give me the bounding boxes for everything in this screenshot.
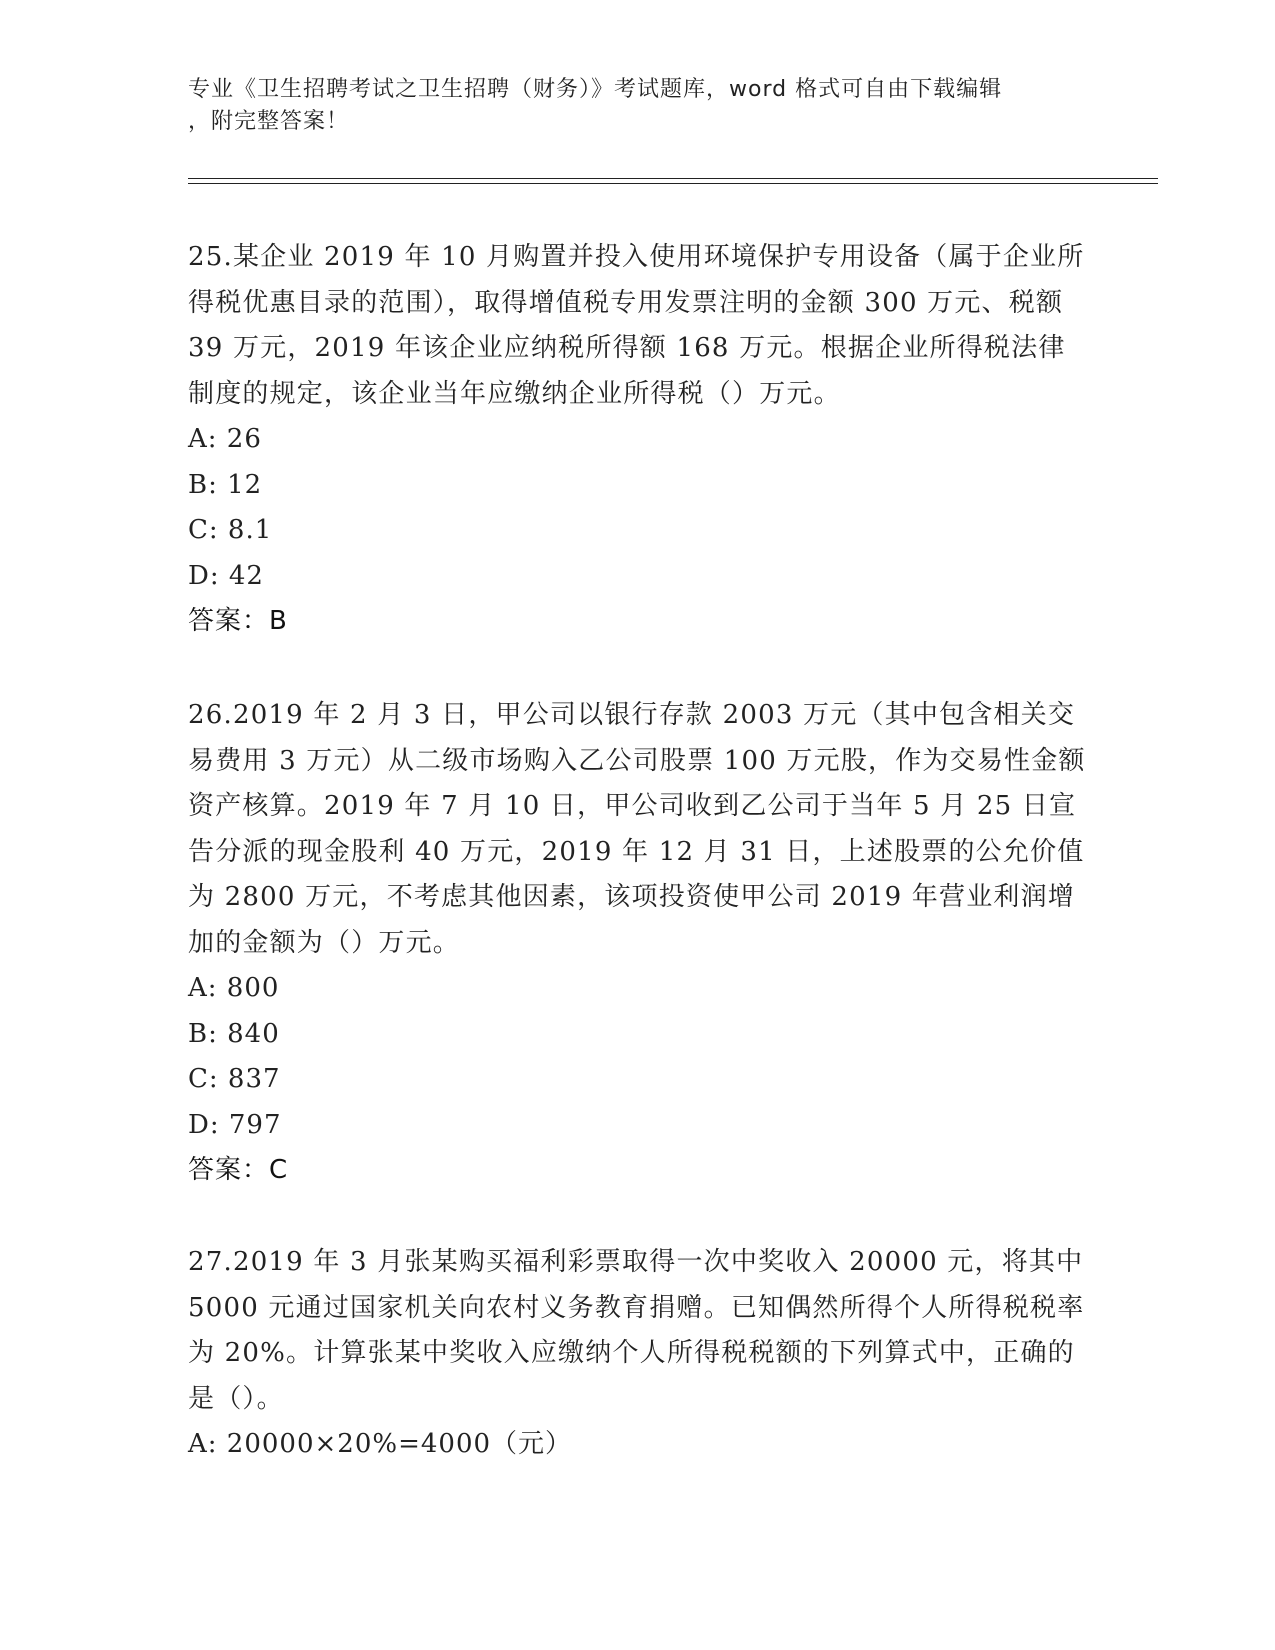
option-c: C: 837 [188,1064,281,1094]
header-divider-double [188,183,1158,184]
header-line-2: ，附完整答案！ [188,109,350,134]
header-line-1: 专业《卫生招聘考试之卫生招聘（财务）》考试题库，word 格式可自由下载编辑 [188,77,1003,102]
header-divider [188,178,1158,179]
option-d: D: 42 [188,560,264,591]
question-stem: 26.2019 年 2 月 3 日，甲公司以银行存款 2003 万元（其中包含相关交易费用 3 万元）从二级市场购入乙公司股票 100 万元股，作为交易性金额资产核算。2019 年 7 月 10 日，甲公司收到乙公司于当年 5 月 25 日宣告分派的现金股利 40 万元，2019 年 12 月 31 日，上述股票的公允价值为 2800 万元，不考虑其他因素，该项投资使甲公司 2019 年营业利润增加的金额为（）万元。 [188,700,1086,958]
option-c: C: 8.1 [188,515,273,545]
option-a: A: 800 [188,973,280,1003]
option-b: B: 840 [188,1018,280,1049]
question-26 [188,693,1088,1194]
answer-label: 答案：C [188,1155,289,1185]
option-b: B: 12 [188,469,263,500]
question-25 [188,235,1088,645]
answer-label: 答案：B [188,606,288,636]
option-a: A: 20000×20%=4000（元） [188,1429,573,1459]
question-stem: 27.2019 年 3 月张某购买福利彩票取得一次中奖收入 20000 元，将其中 5000 元通过国家机关向农村义务教育捐赠。已知偶然所得个人所得税税率为 20%。计算张某中奖收入应缴纳个人所得税税额的下列算式中，正确的是（）。 [188,1247,1085,1414]
question-stem: 25.某企业 2019 年 10 月购置并投入使用环境保护专用设备（属于企业所得税优惠目录的范围），取得增值税专用发票注明的金额 300 万元、税额 39 万元，2019 年该企业应纳税所得额 168 万元。根据企业所得税法律制度的规定，该企业当年应缴纳企业所得税（）万元。 [188,242,1085,409]
question-27 [188,1240,1088,1468]
option-a: A: 26 [188,424,262,454]
document-header [188,74,1088,138]
option-d: D: 797 [188,1109,282,1140]
